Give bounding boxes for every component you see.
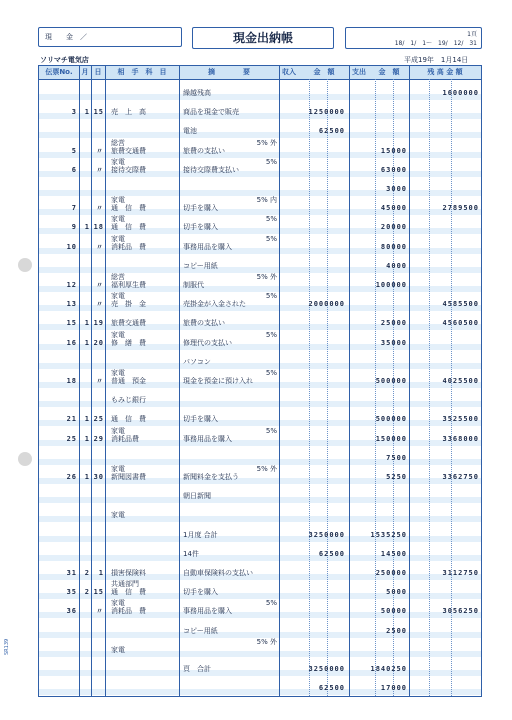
entry-day: 25 bbox=[93, 415, 104, 424]
tax-note: 5% bbox=[265, 330, 277, 339]
tax-note: 5% 外 bbox=[256, 273, 277, 281]
entry-day: 〃 bbox=[96, 607, 104, 616]
expense-amount: 5000 bbox=[386, 588, 407, 597]
income-amount: 1250000 bbox=[308, 108, 345, 117]
expense-amount: 500000 bbox=[375, 377, 407, 385]
income-amount: 62500 bbox=[318, 549, 345, 558]
account-department: 家電 bbox=[111, 157, 125, 166]
entry-day: 1 bbox=[98, 569, 104, 577]
account-name: 通 信 費 bbox=[111, 223, 146, 232]
income-amount: 3250000 bbox=[308, 530, 345, 539]
tax-note: 5% 外 bbox=[256, 465, 277, 473]
col-day: 日 bbox=[94, 68, 102, 76]
income-amount: 3250000 bbox=[308, 665, 345, 673]
expense-amount: 150000 bbox=[375, 434, 407, 443]
account-name: 家電 bbox=[111, 645, 125, 654]
balance-amount: 3112750 bbox=[442, 569, 479, 577]
col-income-amount: 金 額 bbox=[313, 68, 335, 76]
entry-month: 1 bbox=[84, 223, 90, 232]
account-department: 家電 bbox=[111, 196, 125, 205]
page-title: 現金出納帳 bbox=[192, 27, 334, 49]
slip-number: 21 bbox=[66, 415, 77, 424]
cash-account-label: 現 金 ／ bbox=[45, 33, 87, 41]
balance-amount: 3368000 bbox=[442, 434, 479, 443]
expense-amount: 3000 bbox=[386, 185, 407, 193]
summary-text: 新聞料金を支払う bbox=[183, 473, 239, 481]
account-name: 売 掛 金 bbox=[111, 300, 146, 309]
digit-guide bbox=[327, 79, 328, 696]
ledger-table bbox=[38, 65, 482, 697]
entry-day: 30 bbox=[93, 473, 104, 481]
summary-text: 切手を購入 bbox=[183, 415, 218, 424]
account-department: 家電 bbox=[111, 465, 125, 473]
account-department: 家電 bbox=[111, 426, 125, 435]
punch-hole bbox=[18, 258, 32, 272]
expense-amount: 5250 bbox=[386, 473, 407, 481]
account-name: 旅費交通費 bbox=[111, 146, 146, 155]
slip-number: 5 bbox=[71, 146, 77, 155]
company-name: ソリマチ電気店 bbox=[40, 56, 89, 64]
summary-text: パソコン bbox=[183, 357, 211, 366]
account-department: 家電 bbox=[111, 215, 125, 224]
account-name: 福利厚生費 bbox=[111, 281, 146, 289]
slip-number: 7 bbox=[71, 204, 77, 213]
period-range: 18/ 1/ 1〜 19/ 12/ 31 bbox=[394, 40, 477, 47]
account-name: 普通 預金 bbox=[111, 377, 146, 385]
tax-note: 5% 内 bbox=[256, 196, 277, 205]
slip-number: 6 bbox=[71, 165, 77, 174]
col-slip-no: 伝票No. bbox=[45, 68, 73, 76]
print-date: 平成19年 1月14日 bbox=[404, 56, 469, 64]
account-name: 損害保険料 bbox=[111, 569, 146, 577]
slip-number: 36 bbox=[66, 607, 77, 616]
entry-day: 〃 bbox=[96, 146, 104, 155]
account-name: 接待交際費 bbox=[111, 165, 146, 174]
summary-text: 旅費の支払い bbox=[183, 319, 225, 328]
tax-note: 5% 外 bbox=[256, 138, 277, 147]
expense-amount: 1840250 bbox=[370, 665, 407, 673]
income-amount: 2000000 bbox=[308, 300, 345, 309]
account-name: 消耗品費 bbox=[111, 434, 139, 443]
entry-day: 〃 bbox=[96, 204, 104, 213]
account-name: 通 信 費 bbox=[111, 204, 146, 213]
entry-month: 1 bbox=[84, 415, 90, 424]
account-name: 家電 bbox=[111, 511, 125, 520]
divider bbox=[105, 66, 106, 696]
account-name: 旅費交通費 bbox=[111, 319, 146, 328]
account-name: 修 繕 費 bbox=[111, 338, 146, 347]
account-name: 通 信 費 bbox=[111, 588, 146, 597]
balance-amount: 4560500 bbox=[442, 319, 479, 328]
col-balance: 残 高 金 額 bbox=[427, 68, 463, 76]
balance-amount: 3362750 bbox=[442, 473, 479, 481]
income-amount: 62500 bbox=[318, 684, 345, 693]
summary-text: 売掛金が入金された bbox=[183, 300, 246, 309]
slip-number: 10 bbox=[66, 242, 77, 251]
balance-amount: 3056250 bbox=[442, 607, 479, 616]
entry-day: 〃 bbox=[96, 165, 104, 174]
account-department: 共通部門 bbox=[111, 580, 139, 589]
col-summary: 摘 要 bbox=[208, 68, 250, 76]
income-amount: 62500 bbox=[318, 127, 345, 136]
slip-number: 35 bbox=[66, 588, 77, 597]
balance-amount: 4585500 bbox=[442, 300, 479, 309]
form-code: SR139 bbox=[4, 638, 10, 655]
entry-day: 〃 bbox=[96, 300, 104, 309]
summary-text: 商品を現金で販売 bbox=[183, 108, 239, 117]
digit-guide bbox=[429, 79, 430, 696]
slip-number: 25 bbox=[66, 434, 77, 443]
summary-text: 切手を購入 bbox=[183, 223, 218, 232]
cash-account-box bbox=[38, 27, 182, 47]
expense-amount: 7500 bbox=[386, 453, 407, 462]
account-department: 家電 bbox=[111, 330, 125, 339]
tax-note: 5% bbox=[265, 599, 277, 608]
col-account: 相 手 科 目 bbox=[117, 68, 167, 76]
entry-day: 〃 bbox=[96, 242, 104, 251]
summary-text: 旅費の支払い bbox=[183, 146, 225, 155]
expense-amount: 17000 bbox=[380, 684, 407, 693]
summary-text: 事務用品を購入 bbox=[183, 242, 232, 251]
summary-text: 制服代 bbox=[183, 281, 204, 289]
summary-text: コピー用紙 bbox=[183, 626, 218, 635]
col-expense-label: 支出 bbox=[352, 68, 366, 76]
entry-day: 〃 bbox=[96, 281, 104, 289]
tax-note: 5% bbox=[265, 234, 277, 243]
divider bbox=[79, 66, 80, 696]
tax-note: 5% bbox=[265, 215, 277, 224]
entry-day: 15 bbox=[93, 108, 104, 117]
page-number: 1頁 bbox=[467, 31, 477, 38]
entry-day: 18 bbox=[93, 223, 104, 232]
expense-amount: 35000 bbox=[380, 338, 407, 347]
account-department: 家電 bbox=[111, 234, 125, 243]
entry-month: 1 bbox=[84, 319, 90, 328]
period-box bbox=[345, 27, 482, 49]
col-month: 月 bbox=[81, 68, 89, 76]
expense-amount: 80000 bbox=[380, 242, 407, 251]
summary-text: 切手を購入 bbox=[183, 588, 218, 597]
punch-hole bbox=[18, 452, 32, 466]
entry-month: 1 bbox=[84, 108, 90, 117]
expense-amount: 2500 bbox=[386, 626, 407, 635]
entry-day: 29 bbox=[93, 434, 104, 443]
entry-day: 19 bbox=[93, 319, 104, 328]
slip-number: 16 bbox=[66, 338, 77, 347]
summary-text: コピー用紙 bbox=[183, 261, 218, 270]
slip-number: 13 bbox=[66, 300, 77, 309]
summary-text: 朝日新聞 bbox=[183, 492, 211, 501]
expense-amount: 100000 bbox=[375, 281, 407, 289]
account-department: 家電 bbox=[111, 292, 125, 301]
summary-text: 接待交際費支払い bbox=[183, 165, 239, 174]
col-income-label: 収入 bbox=[282, 68, 296, 76]
account-name: 消耗品 費 bbox=[111, 242, 146, 251]
summary-text: 切手を購入 bbox=[183, 204, 218, 213]
digit-guide bbox=[451, 79, 452, 696]
slip-number: 26 bbox=[66, 473, 77, 481]
expense-amount: 15000 bbox=[380, 146, 407, 155]
entry-month: 1 bbox=[84, 473, 90, 481]
entry-month: 2 bbox=[84, 588, 90, 597]
summary-text: 頁 合計 bbox=[183, 665, 211, 673]
summary-text: 事務用品を購入 bbox=[183, 607, 232, 616]
account-department: 総営 bbox=[111, 138, 125, 147]
summary-text: 事務用品を購入 bbox=[183, 434, 232, 443]
slip-number: 3 bbox=[71, 108, 77, 117]
tax-note: 5% bbox=[265, 369, 277, 377]
expense-amount: 20000 bbox=[380, 223, 407, 232]
divider bbox=[279, 66, 280, 696]
expense-amount: 1535250 bbox=[370, 530, 407, 539]
account-name: 新聞図書費 bbox=[111, 473, 146, 481]
summary-text: 繰越残高 bbox=[183, 89, 211, 97]
balance-amount: 3525500 bbox=[442, 415, 479, 424]
summary-text: 自動車保険料の支払い bbox=[183, 569, 253, 577]
balance-amount: 4025500 bbox=[442, 377, 479, 385]
divider bbox=[179, 66, 180, 696]
summary-text: 14件 bbox=[183, 549, 199, 558]
expense-amount: 63000 bbox=[380, 165, 407, 174]
entry-month: 1 bbox=[84, 338, 90, 347]
expense-amount: 500000 bbox=[375, 415, 407, 424]
entry-day: 20 bbox=[93, 338, 104, 347]
summary-text: 電池 bbox=[183, 127, 197, 136]
summary-text: 1月度 合計 bbox=[183, 530, 218, 539]
slip-number: 31 bbox=[66, 569, 77, 577]
expense-amount: 45000 bbox=[380, 204, 407, 213]
entry-month: 1 bbox=[84, 434, 90, 443]
expense-amount: 50000 bbox=[380, 607, 407, 616]
account-name: 消耗品 費 bbox=[111, 607, 146, 616]
expense-amount: 25000 bbox=[380, 319, 407, 328]
tax-note: 5% 外 bbox=[256, 637, 277, 646]
expense-amount: 4000 bbox=[386, 261, 407, 270]
entry-month: 2 bbox=[84, 569, 90, 577]
account-department: 総営 bbox=[111, 273, 125, 281]
tax-note: 5% bbox=[265, 157, 277, 166]
entry-day: 15 bbox=[93, 588, 104, 597]
slip-number: 15 bbox=[66, 319, 77, 328]
account-name: 売 上 高 bbox=[111, 108, 146, 117]
account-name: もみじ銀行 bbox=[111, 396, 146, 405]
slip-number: 12 bbox=[66, 281, 77, 289]
account-department: 家電 bbox=[111, 369, 125, 377]
digit-guide bbox=[309, 79, 310, 696]
slip-number: 9 bbox=[71, 223, 77, 232]
expense-amount: 250000 bbox=[375, 569, 407, 577]
tax-note: 5% bbox=[265, 292, 277, 301]
balance-amount: 1600000 bbox=[442, 89, 479, 97]
summary-text: 修理代の支払い bbox=[183, 338, 232, 347]
entry-day: 〃 bbox=[96, 377, 104, 385]
account-name: 通 信 費 bbox=[111, 415, 146, 424]
summary-text: 現金を預金に預け入れ bbox=[183, 377, 253, 385]
col-expense-amount: 金 額 bbox=[378, 68, 400, 76]
tax-note: 5% bbox=[265, 426, 277, 435]
expense-amount: 14500 bbox=[380, 549, 407, 558]
slip-number: 18 bbox=[66, 377, 77, 385]
account-department: 家電 bbox=[111, 599, 125, 608]
balance-amount: 2789500 bbox=[442, 204, 479, 213]
